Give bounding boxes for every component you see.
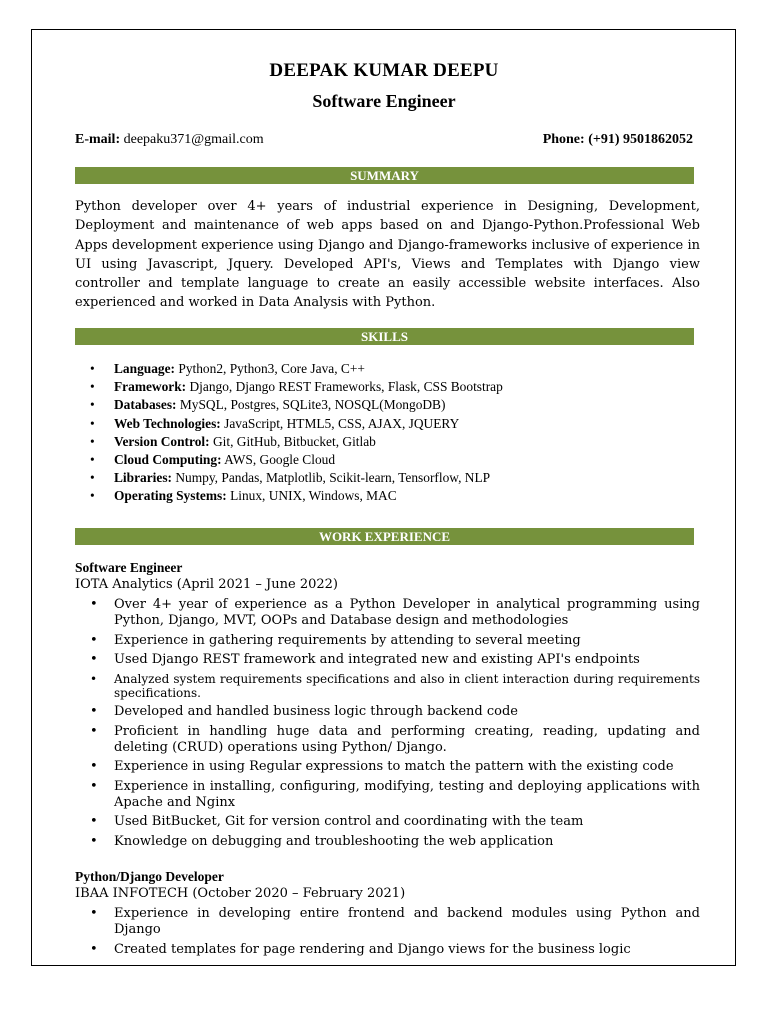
- skill-item: [114, 469, 503, 487]
- skills-heading: SKILLS: [75, 328, 694, 345]
- skill-item: [114, 487, 503, 505]
- skill-value: AWS, Google Cloud: [224, 452, 336, 468]
- job-duty: • Proficient in handling huge data and performing creating, reading, updating and deleting (CRUD) operations using Python/ Django.: [114, 724, 700, 756]
- skill-label: Operating Systems:: [114, 488, 227, 504]
- skill-value: JavaScript, HTML5, CSS, AJAX, JQUERY: [224, 415, 460, 431]
- summary-heading: SUMMARY: [75, 167, 694, 184]
- job-duty: • Used BitBucket, Git for version control and coordinating with the team: [114, 814, 700, 830]
- email-label: E-mail:: [75, 132, 121, 147]
- skill-item: [114, 360, 503, 378]
- job-duties-list: [114, 597, 700, 853]
- skill-item: [114, 451, 503, 469]
- job-duties-list: [114, 906, 700, 961]
- skill-label: Language:: [114, 361, 176, 376]
- skill-value: Numpy, Pandas, Matplotlib, Scikit-learn, Tensorflow, NLP: [175, 470, 491, 486]
- skill-label: Databases:: [114, 397, 177, 413]
- job-duty: • Knowledge on debugging and troubleshooting the web application: [114, 834, 700, 850]
- email-line: [75, 132, 264, 148]
- job-duty: • Experience in using Regular expressions to match the pattern with the existing code: [114, 759, 700, 775]
- skill-label: Cloud Computing:: [114, 452, 222, 468]
- job-duty: • Experience in developing entire frontend and backend modules using Python and Django: [114, 906, 700, 938]
- candidate-name: DEEPAK KUMAR DEEPU: [269, 60, 499, 81]
- skill-label: Framework:: [114, 379, 187, 395]
- job-company: IBAA INFOTECH (October 2020 – February 2021): [75, 886, 406, 901]
- job-duty: • Experience in installing, configuring, modifying, testing and deploying applications with Apache and Nginx: [114, 779, 700, 811]
- phone-label: Phone:: [542, 132, 585, 147]
- skill-value: MySQL, Postgres, SQLite3, NOSQL(MongoDB): [179, 397, 446, 413]
- job-duty: • Experience in gathering requirements by attending to several meeting: [114, 633, 700, 649]
- job-company: IOTA Analytics (April 2021 – June 2022): [75, 577, 338, 592]
- skills-list: [114, 360, 503, 506]
- work-experience-heading: WORK EXPERIENCE: [75, 528, 694, 545]
- job-title: Python/Django Developer: [75, 869, 224, 884]
- job-duty: • Used Django REST framework and integrated new and existing API's endpoints: [114, 652, 700, 668]
- skill-value: Git, GitHub, Bitbucket, Gitlab: [212, 433, 376, 449]
- skill-label: Libraries:: [114, 470, 173, 486]
- skill-item: [114, 378, 503, 396]
- summary-text: Python developer over 4+ years of industrial experience in Designing, Development, Deployment and maintenance of web apps based on and Django-Python.Professional Web Apps development experience using Django and Django-frameworks inclusive of experience in UI using Javascript, Jquery. Developed API's, Views and Templates with Django view controller and template language to create an easily accessible website interfaces. Also experienced and worked in Data Analysis with Python.: [75, 199, 700, 311]
- skill-value: Python2, Python3, Core Java, C++: [178, 361, 365, 376]
- job-duty: • Over 4+ year of experience as a Python Developer in analytical programming using Python, Django, MVT, OOPs and Database design and methodologies: [114, 597, 700, 629]
- skill-label: Web Technologies:: [114, 415, 221, 431]
- candidate-title: Software Engineer: [312, 91, 456, 111]
- skill-item: [114, 415, 503, 433]
- skill-item: [114, 433, 503, 451]
- job-duty: • Developed and handled business logic through backend code: [114, 704, 700, 720]
- skill-label: Version Control:: [114, 433, 210, 449]
- skill-value: Linux, UNIX, Windows, MAC: [230, 488, 397, 504]
- job-duty: • Created templates for page rendering and Django views for the business logic: [114, 942, 700, 958]
- phone-value: (+91) 9501862052: [588, 132, 693, 147]
- email-value: deepaku371@gmail.com: [123, 132, 264, 147]
- skill-value: Django, Django REST Frameworks, Flask, CSS Bootstrap: [189, 379, 503, 395]
- skill-item: [114, 396, 503, 414]
- phone-line: [543, 132, 693, 148]
- job-title: Software Engineer: [75, 560, 183, 575]
- job-duty: • Analyzed system requirements specifications and also in client interaction during requirements specifications.: [114, 672, 700, 701]
